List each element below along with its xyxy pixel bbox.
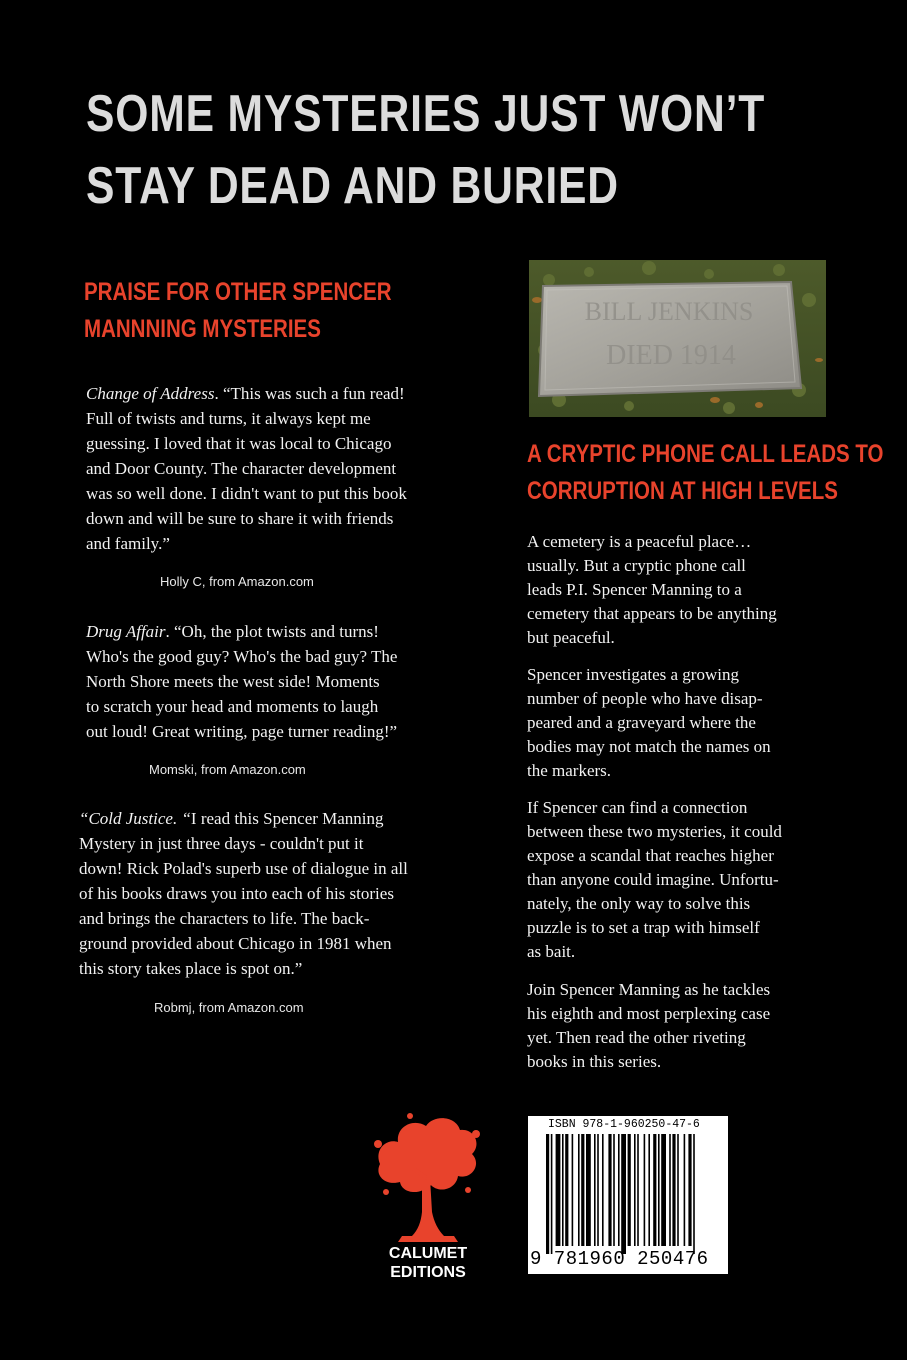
quote-line: and Door County. The character development <box>86 459 397 478</box>
barcode-bar <box>565 1134 568 1246</box>
quote-line: down! Rick Polad's superb use of dialogue in all <box>79 859 408 878</box>
quote-line: I read this Spencer Manning <box>190 809 384 828</box>
barcode-bar <box>562 1134 564 1246</box>
blurb-line: number of people who have disap- <box>527 689 763 708</box>
blurb-line: yet. Then read the other riveting <box>527 1028 746 1047</box>
barcode-bar <box>672 1134 675 1246</box>
quote-line: this story takes place is spot on.” <box>79 959 303 978</box>
quote-line: Full of twists and turns, it always kept me <box>86 409 371 428</box>
quote-line: of his books draws you into each of his stories <box>79 884 394 903</box>
quote-book-title: Change of Address <box>86 384 215 403</box>
isbn-barcode <box>528 1116 728 1274</box>
blurb-paragraph-3 <box>527 796 857 964</box>
quote-line: Who's the good guy? Who's the bad guy? The <box>86 647 398 666</box>
blurb-paragraph-2 <box>527 663 857 783</box>
quote-line: down and will be sure to share it with friends <box>86 509 394 528</box>
barcode-bar <box>653 1134 656 1246</box>
blurb-line: expose a scandal that reaches higher <box>527 846 774 865</box>
barcode-bar <box>597 1134 599 1246</box>
barcode-bar <box>578 1134 580 1246</box>
barcode-bar <box>594 1134 596 1246</box>
quote-line: North Shore meets the west side! Moments <box>86 672 380 691</box>
blurb-line: his eighth and most perplexing case <box>527 1004 771 1023</box>
blurb-line: peared and a graveyard where the <box>527 713 756 732</box>
publisher-line-2: EDITIONS <box>390 1264 466 1281</box>
blurb-line: A cemetery is a peaceful place… <box>527 532 752 551</box>
quote-attribution-1: Holly C, from Amazon.com <box>160 574 314 589</box>
barcode-bar <box>621 1134 626 1254</box>
barcode-bar <box>669 1134 671 1246</box>
quote-attribution-2: Momski, from Amazon.com <box>149 762 306 777</box>
blurb-line: but peaceful. <box>527 628 615 647</box>
blurb-line: leads P.I. Spencer Manning to a <box>527 580 742 599</box>
gravestone-photo <box>529 260 826 417</box>
blurb-line: books in this series. <box>527 1052 662 1071</box>
barcode-bar <box>618 1134 620 1246</box>
headline <box>86 78 766 222</box>
publisher-name <box>378 1244 478 1282</box>
blurb-line: the markers. <box>527 761 612 780</box>
quote-line: guessing. I loved that it was local to Chicago <box>86 434 392 453</box>
isbn-digits: 9 781960 250476 <box>530 1248 709 1270</box>
praise-quote-3 <box>79 806 408 981</box>
barcode-bar <box>608 1134 611 1246</box>
praise-title-line-1: PRAISE FOR OTHER SPENCER <box>84 278 392 306</box>
publisher-line-1: CALUMET <box>388 1245 468 1262</box>
quote-line: out loud! Great writing, page turner reading!” <box>86 722 398 741</box>
quote-line: Mystery in just three days - couldn't put it <box>79 834 364 853</box>
inscription-line-1: BILL JENKINS <box>584 297 754 326</box>
isbn-label: ISBN 978-1-960250-47-6 <box>548 1118 700 1131</box>
blurb-paragraph-4 <box>527 978 857 1074</box>
barcode-bar <box>602 1134 604 1246</box>
praise-quote-1 <box>86 381 407 556</box>
barcode-bar <box>644 1134 646 1246</box>
praise-quote-2 <box>86 619 397 744</box>
barcode-bar <box>572 1134 574 1246</box>
headline-line-2: STAY DEAD AND BURIED <box>86 157 619 215</box>
barcode-bar <box>586 1134 591 1246</box>
blurb-line: than anyone could imagine. Unfortu- <box>527 870 779 889</box>
barcode-bar <box>658 1134 660 1246</box>
barcode-bar <box>693 1134 695 1254</box>
quote-line: was so well done. I didn't want to put this book <box>86 484 407 503</box>
blurb-line: puzzle is to set a trap with himself <box>527 918 760 937</box>
quote-attribution-3: Robmj, from Amazon.com <box>154 1000 304 1015</box>
cryptic-title <box>527 436 884 510</box>
barcode-bar <box>581 1134 584 1246</box>
quote-book-title: Drug Affair <box>86 622 166 641</box>
blurb-line: bodies may not match the names on <box>527 737 771 756</box>
blurb-paragraph-1 <box>527 530 857 650</box>
barcode-bar <box>634 1134 636 1246</box>
headline-line-1: SOME MYSTERIES JUST WON’T <box>86 85 766 143</box>
inscription-line-2: DIED 1914 <box>606 340 736 371</box>
barcode-bar <box>648 1134 650 1246</box>
blurb-line: cemetery that appears to be anything <box>527 604 777 623</box>
blurb-line: usually. But a cryptic phone call <box>527 556 746 575</box>
barcode-bar <box>637 1134 639 1246</box>
cryptic-title-line-1: A CRYPTIC PHONE CALL LEADS TO <box>527 440 884 468</box>
blurb-line: as bait. <box>527 942 576 961</box>
quote-line: and brings the characters to life. The back- <box>79 909 370 928</box>
blurb-line: nately, the only way to solve this <box>527 894 751 913</box>
blurb-line: Join Spencer Manning as he tackles <box>527 980 771 999</box>
quote-line: and family.” <box>86 534 170 553</box>
praise-title <box>84 274 392 348</box>
cryptic-title-line-2: CORRUPTION AT HIGH LEVELS <box>527 477 838 505</box>
barcode-bar <box>546 1134 549 1254</box>
barcode-bar <box>556 1134 561 1246</box>
barcode-bar <box>677 1134 679 1246</box>
quote-line: ground provided about Chicago in 1981 when <box>79 934 392 953</box>
blurb-line: If Spencer can find a connection <box>527 798 748 817</box>
barcode-bar <box>551 1134 553 1254</box>
blurb-line: Spencer investigates a growing <box>527 665 739 684</box>
barcode-bar <box>684 1134 686 1246</box>
quote-line: . “Oh, the plot twists and turns! <box>165 622 379 641</box>
praise-title-line-2: MANNNING MYSTERIES <box>84 315 321 343</box>
barcode-bar <box>613 1134 615 1246</box>
blurb-line: between these two mysteries, it could <box>527 822 782 841</box>
barcode-bar <box>688 1134 691 1246</box>
barcode-bar <box>628 1134 631 1246</box>
barcode-bar <box>661 1134 666 1246</box>
quote-line: to scratch your head and moments to laugh <box>86 697 379 716</box>
quote-book-title: “Cold Justice. “ <box>79 809 191 828</box>
quote-line: . “This was such a fun read! <box>214 384 405 403</box>
